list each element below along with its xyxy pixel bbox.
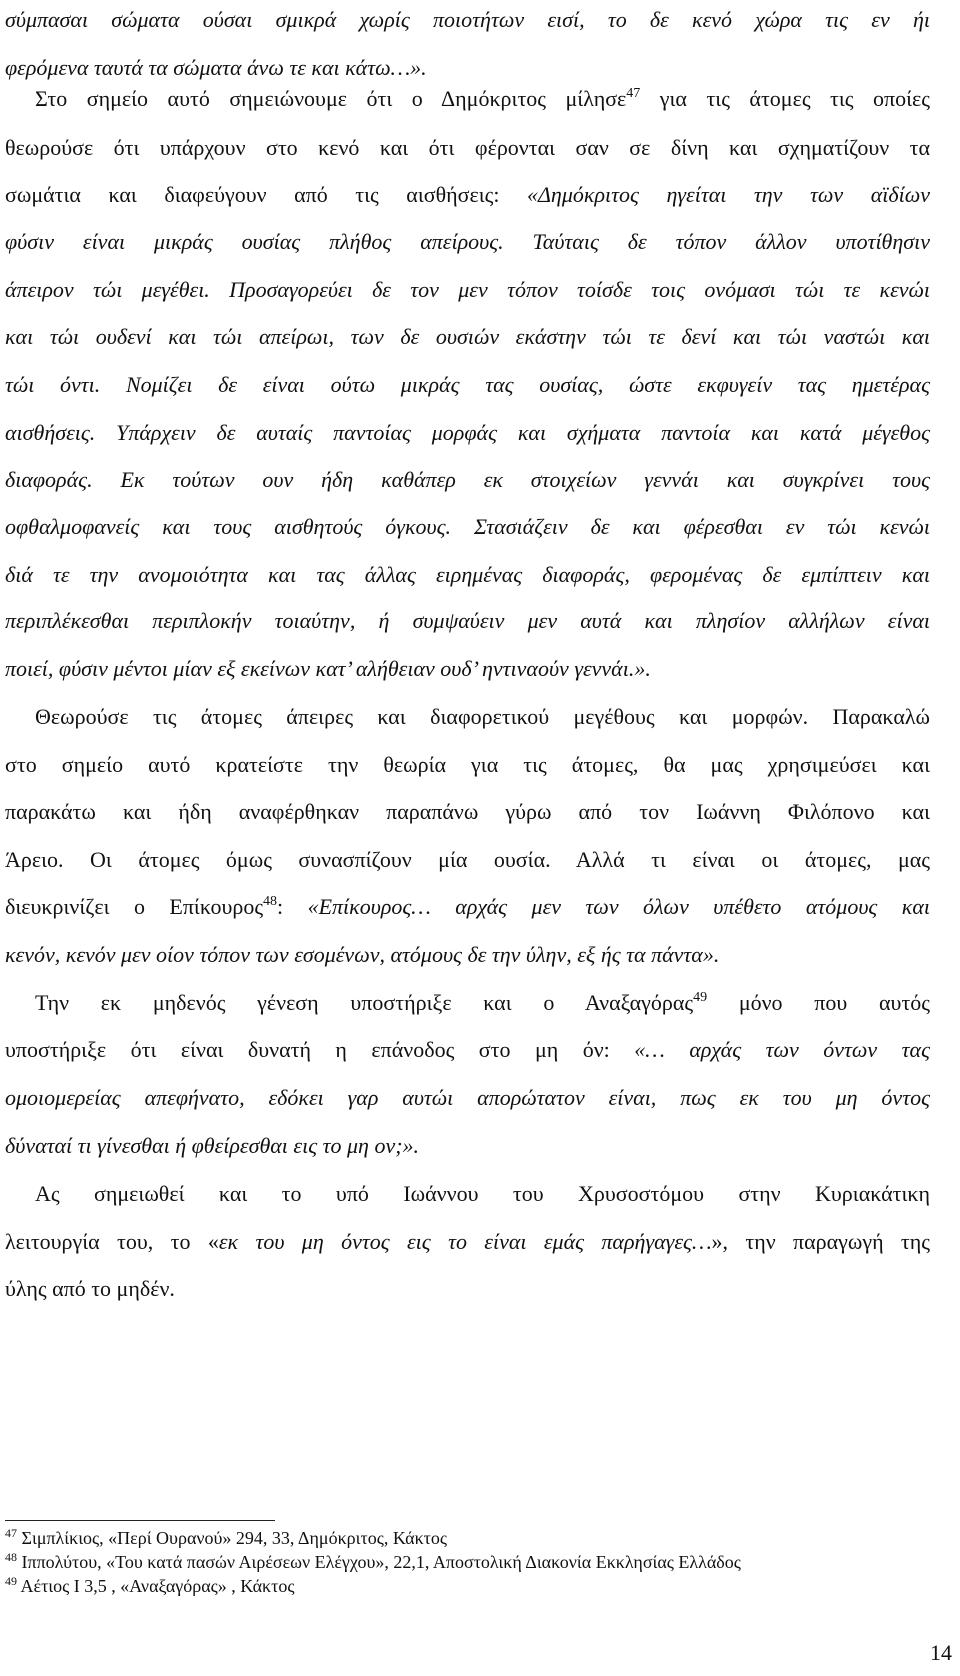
text-line [35, 702, 930, 732]
text-run: Θεωρούσε τις άτομες άπειρες και διαφορετικού μεγέθους και μορφών. Παρακαλώ [35, 704, 930, 729]
text-run: φερόμενα ταυτά τα σώματα άνω τε και κάτω…». [5, 55, 427, 80]
text-run: σύμπασαι σώματα ούσαι σμικρά χωρίς ποιοτήτων εισί, το δε κενό χώρα τις εν ήι [5, 7, 930, 32]
text-run: οφθαλμοφανείς και τους αισθητούς όγκους. Στασιάζειν δε και φέρεσθαι εν τώι κενώι [5, 514, 930, 539]
text-line [5, 180, 930, 210]
footnote-text: Αέτιος Ι 3,5 , «Αναξαγόρας» , Κάκτος [17, 1576, 295, 1596]
text-line [35, 988, 930, 1018]
text-line [5, 750, 930, 780]
text-line [5, 370, 930, 400]
text-run: Την εκ μηδενός γένεση υποστήριξε και ο Αναξαγόρας [35, 990, 694, 1015]
text-line [5, 606, 930, 636]
text-run: διαφοράς. Εκ τούτων ουν ήδη καθάπερ εκ στοιχείων γεννάι και συγκρίνει τους [5, 467, 930, 492]
text-line [5, 560, 930, 590]
text-run: : [277, 894, 308, 919]
page-number: 14 [930, 1640, 952, 1665]
text-line [5, 940, 930, 970]
text-line [5, 53, 930, 83]
text-run: φύσιν είναι μικράς ουσίας πλήθος απείρους. Ταύταις δε τόπον άλλον υποτίθησιν [5, 229, 930, 254]
text-line [5, 512, 930, 542]
text-run: τώι όντι. Νομίζει δε είναι ούτω μικράς τας ουσίας, ώστε εκφυγείν τας ημετέρας [5, 372, 930, 397]
text-run: υποστήριξε ότι είναι δυνατή η επάνοδος στο μη όν: [5, 1037, 635, 1062]
text-line [5, 1274, 930, 1304]
text-run: Ας σημειωθεί και το υπό Ιωάννου του Χρυσοστόμου στην Κυριακάτικη [35, 1181, 930, 1206]
text-run: ομοιομερείας απεφήνατο, εδόκει γαρ αυτώι απορώτατον είναι, πως εκ του μη όντος [5, 1085, 930, 1110]
text-run: άπειρον τώι μεγέθει. Προσαγορεύει δε τον μεν τόπον τοίσδε τοις ονόμασι τώι τε κενώι [5, 277, 930, 302]
footnote-text: Ιππολύτου, «Του κατά πασών Αιρέσεων Ελέγχου», 22,1, Αποστολική Διακονία Εκκλησίας Ελλάδος [17, 1552, 741, 1572]
text-run: για τις άτομες τις οποίες [640, 86, 930, 111]
text-run: παρακάτω και ήδη αναφέρθηκαν παραπάνω γύρω από τον Ιωάννη Φιλόπονο και [5, 799, 930, 824]
text-line [35, 84, 930, 114]
text-line [35, 1179, 930, 1209]
text-line [5, 275, 930, 305]
text-run: λειτουργία του, το « [5, 1229, 219, 1254]
footnote-ref: 47 [626, 86, 641, 101]
text-run: περιπλέκεσθαι περιπλοκήν τοιαύτην, ή συμψαύειν μεν αυτά και πλησίον αλλήλων είναι [5, 608, 930, 633]
text-run: θεωρούσε ότι υπάρχουν στο κενό και ότι φέρονται σαν σε δίνη και σχηματίζουν τα [5, 135, 930, 160]
text-line [5, 1035, 930, 1065]
footnote-ref: 49 [693, 990, 708, 1005]
footnote-text: Σιμπλίκιος, «Περί Ουρανού» 294, 33, Δημόκριτος, Κάκτος [17, 1528, 448, 1548]
text-run: «… αρχάς των όντων τας [634, 1037, 930, 1062]
text-run: αισθήσεις. Υπάρχειν δε αυταίς παντοίας μορφάς και σχήματα παντοία και κατά μέγεθος [5, 420, 930, 445]
text-line [5, 5, 930, 35]
text-run: διευκρινίζει ο Επίκουρος [5, 894, 264, 919]
text-run: διά τε την ανομοιότητα και τας άλλας ειρημένας διαφοράς, φερομένας δε εμπίπτειν και [5, 562, 930, 587]
footnote [5, 1550, 741, 1574]
text-line [5, 133, 930, 163]
text-run: εκ του μη όντος εις το είναι εμάς παρήγαγες… [218, 1229, 712, 1254]
text-run: σωμάτια και διαφεύγουν από τις αισθήσεις: [5, 182, 528, 207]
text-run: ύλης από το μηδέν. [5, 1276, 175, 1301]
text-run: «Δημόκριτος ηγείται την των αϊδίων [527, 182, 930, 207]
text-run: «Επίκουρος… αρχάς μεν των όλων υπέθετο ατόμους και [307, 894, 930, 919]
text-run: », την παραγωγή της [711, 1229, 930, 1254]
text-line [5, 322, 930, 352]
text-run: δύναταί τι γίνεσθαι ή φθείρεσθαι εις το μη ον;». [5, 1133, 420, 1158]
text-line [5, 797, 930, 827]
text-run: κενόν, κενόν μεν οίον τόπον των εσομένων, ατόμους δε την ύλην, εξ ής τα πάντα». [5, 942, 720, 967]
footnote [5, 1574, 294, 1598]
text-run: και τώι ουδενί και τώι απείρωι, των δε ουσιών εκάστην τώι τε δενί και τώι ναστώι και [5, 324, 930, 349]
text-run: ποιεί, φύσιν μέντοι μίαν εξ εκείνων κατ’ αλήθειαν ουδ’ ηντιναούν γεννάι.». [5, 656, 651, 681]
text-run: Άρειο. Οι άτομες όμως συνασπίζουν μία ουσία. Αλλά τι είναι οι άτομες, μας [5, 847, 930, 872]
text-line [5, 654, 930, 684]
footnote-ref: 48 [263, 894, 278, 909]
text-run: Στο σημείο αυτό σημειώνουμε ότι ο Δημόκριτος μίλησε [35, 86, 627, 111]
footnote-divider [5, 1520, 275, 1521]
footnote [5, 1526, 447, 1550]
footnote-number: 48 [5, 1550, 17, 1564]
text-line [5, 227, 930, 257]
footnote-number: 49 [5, 1574, 17, 1588]
text-line [5, 465, 930, 495]
text-line [5, 892, 930, 922]
text-line [5, 845, 930, 875]
text-run: μόνο που αυτός [707, 990, 930, 1015]
text-line [5, 1083, 930, 1113]
text-line [5, 1227, 930, 1257]
text-line [5, 418, 930, 448]
footnote-number: 47 [5, 1526, 17, 1540]
text-line [5, 1131, 930, 1161]
text-run: στο σημείο αυτό κρατείστε την θεωρία για τις άτομες, θα μας χρησιμεύσει και [5, 752, 930, 777]
